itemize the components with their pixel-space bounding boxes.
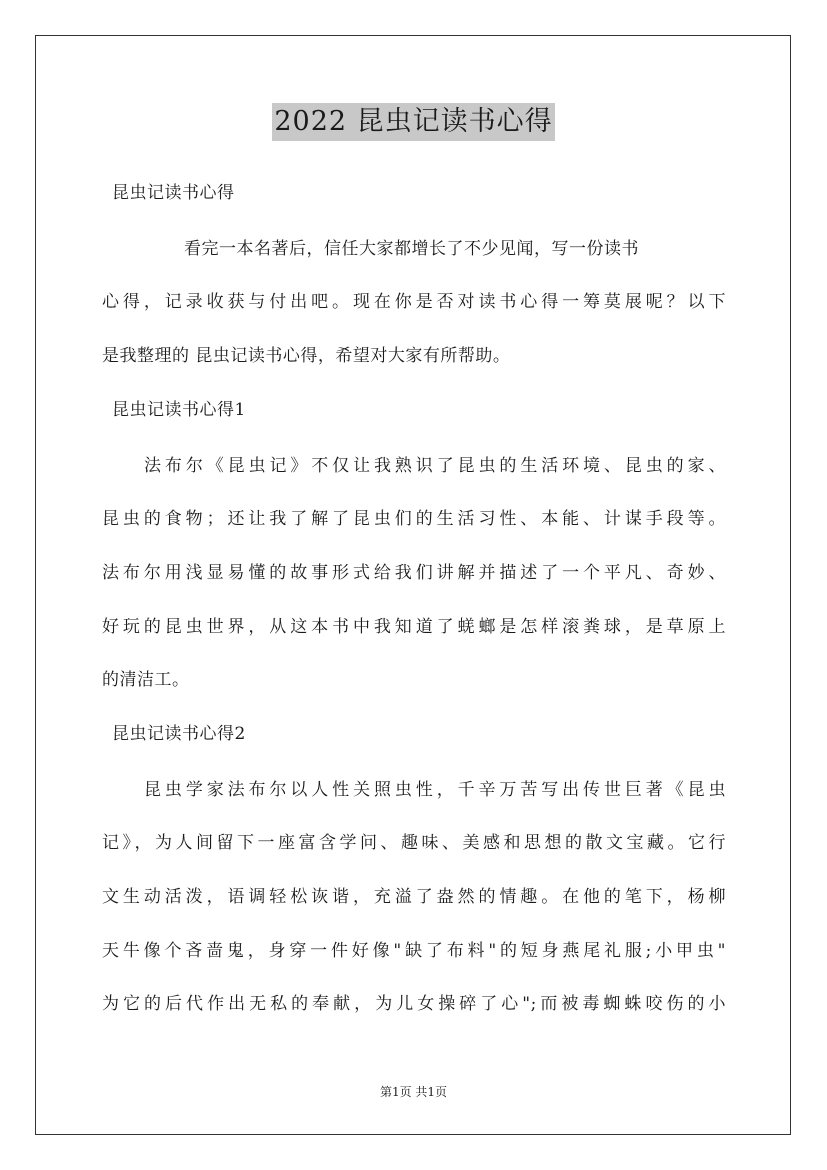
section2-heading: 昆虫记读书心得2 bbox=[112, 724, 246, 744]
subtitle: 昆虫记读书心得 bbox=[112, 183, 235, 203]
intro-line-1: 看完一本名著后，信任大家都增长了不少见闻，写一份读书 bbox=[184, 239, 639, 259]
section2-line-2: 记》，为人间留下一座富含学问、趣味、美感和思想的散文宝藏。它行 bbox=[102, 833, 726, 853]
section2-line-3: 文生动活泼，语调轻松诙谐，充溢了盎然的情趣。在他的笔下，杨柳 bbox=[102, 887, 726, 907]
intro-line-3: 是我整理的 昆虫记读书心得，希望对大家有所帮助。 bbox=[102, 346, 511, 366]
section1-line-2: 昆虫的食物；还让我了解了昆虫们的生活习性、本能、计谋手段等。 bbox=[102, 509, 726, 529]
section2-line-1: 昆虫学家法布尔以人性关照虫性，千辛万苦写出传世巨著《昆虫 bbox=[144, 780, 726, 800]
section1-line-5: 的清洁工。 bbox=[102, 670, 190, 690]
section2-line-4: 天牛像个吝啬鬼，身穿一件好像"缺了布料"的短身燕尾礼服;小甲虫" bbox=[102, 941, 726, 961]
section1-line-3: 法布尔用浅显易懂的故事形式给我们讲解并描述了一个平凡、奇妙、 bbox=[102, 563, 726, 583]
document-title: 2022 昆虫记读书心得 bbox=[272, 103, 554, 141]
document-title-wrap bbox=[0, 103, 827, 141]
section1-heading: 昆虫记读书心得1 bbox=[112, 400, 246, 420]
section2-line-5: 为它的后代作出无私的奉献，为儿女操碎了心";而被毒蜘蛛咬伤的小 bbox=[102, 994, 726, 1014]
page-footer: 第1页 共1页 bbox=[379, 1085, 448, 1099]
section1-line-1: 法布尔《昆虫记》不仅让我熟识了昆虫的生活环境、昆虫的家、 bbox=[144, 456, 726, 476]
intro-line-2: 心得，记录收获与付出吧。现在你是否对读书心得一筹莫展呢？以下 bbox=[102, 292, 726, 312]
section1-line-4: 好玩的昆虫世界，从这本书中我知道了蜣螂是怎样滚粪球，是草原上 bbox=[102, 617, 726, 637]
